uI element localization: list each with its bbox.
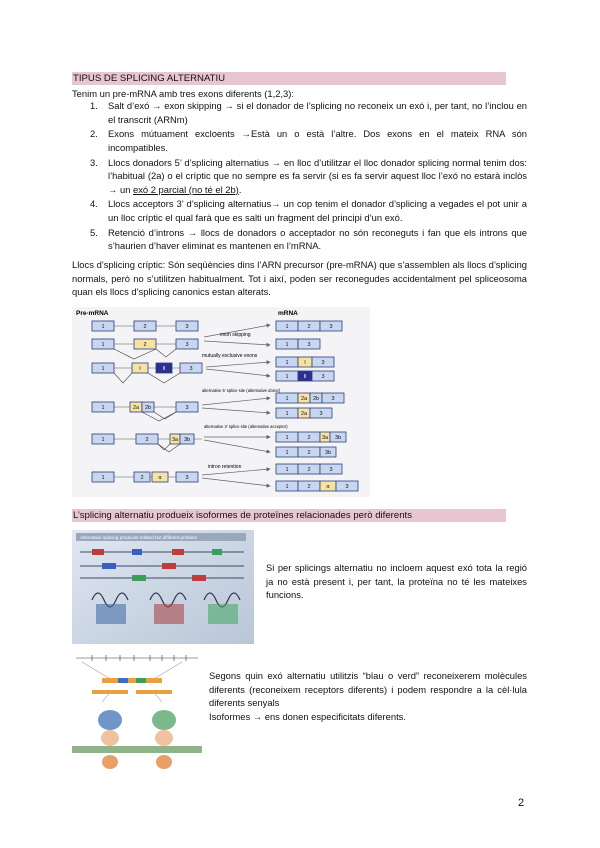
pre-mrna-label: Pre-mRNA xyxy=(76,310,109,317)
exon-label: 3 xyxy=(345,484,349,490)
exon-label: 3a xyxy=(171,437,179,443)
exon-label: 3 xyxy=(185,405,189,411)
exon-label: 2 xyxy=(140,475,144,481)
exon-label: 1 xyxy=(101,366,105,372)
exon-label: II xyxy=(162,366,166,372)
list-item xyxy=(72,197,527,224)
list-item-text: Salt d’exó → exon skipping → si el donador de l’splicing no reconeix un exó i, per tant, no l’inclou en el transcrit (ARNm) xyxy=(108,100,527,125)
exon-label: 3 xyxy=(307,342,311,348)
exon-label: 3 xyxy=(321,360,325,366)
exon-label: 2a xyxy=(132,405,140,411)
exon-label: 3 xyxy=(185,342,189,348)
exon-label: 3 xyxy=(189,366,193,372)
isoforms-figure xyxy=(72,530,254,644)
exon-label: 2 xyxy=(307,435,311,441)
list-item-text: Llocs acceptors 3’ d’splicing alternatius→ un cop tenim el donador d’splicing a vegades el pot unir a un lloc críptic el qual farà que es salti un fragment del principi d’un exó. xyxy=(108,198,527,223)
list-number: 1. xyxy=(90,100,98,111)
exon-label: 3 xyxy=(319,411,323,417)
section-title-isoforms: L’splicing alternatiu produeix isoformes de proteïnes relacionades però diferents xyxy=(72,509,506,522)
intro-text: Tenim un pre-mRNA amb tres exons diferents (1,2,3): xyxy=(72,88,294,99)
exon-label: 3 xyxy=(185,324,189,330)
exon-label: 2b xyxy=(144,405,152,411)
exon-label: 2a xyxy=(300,396,308,402)
list-item xyxy=(72,99,527,126)
receptor-isoforms-figure xyxy=(72,650,202,775)
list-item-text: Llocs donadors 5’ d’splicing alternatius → en lloc d’utilitzar el lloc donador splicing normal tenim dos: l’habitual (2a) o el críptic que no sempre es fa servir (si es fa servir aquest lloc l’exó no estarà inclòs → un xyxy=(108,156,527,195)
exon-label: 3b xyxy=(334,435,342,441)
exon-label: 1 xyxy=(285,342,289,348)
exon-label: 1 xyxy=(101,324,105,330)
exon-label: 2 xyxy=(145,437,149,443)
splicing-types-figure xyxy=(72,307,370,497)
exon-label: 3 xyxy=(329,324,333,330)
exon-label: 2a xyxy=(300,411,308,417)
exon-label: 3b xyxy=(324,450,332,456)
exon-label: 1 xyxy=(101,475,105,481)
underlined-term: exó 2 parcial (no té el 2b) xyxy=(133,183,239,195)
exon-label: α xyxy=(326,484,330,490)
isoforms-paragraph: Si per splicings alternatiu no incloem aquest exó tota la regió ja no està present i, per tant, la proteïna no té les mateixes funcions. xyxy=(266,562,527,601)
list-number: 5. xyxy=(90,226,98,238)
list-item xyxy=(72,226,527,253)
type-label: mutually exclusive exons xyxy=(202,353,258,359)
exon-label: 2 xyxy=(307,467,311,473)
exon-label: 1 xyxy=(285,324,289,330)
exon-label: 1 xyxy=(101,437,105,443)
exon-label: 3b xyxy=(183,437,191,443)
list-item-tail: . xyxy=(238,183,242,195)
exon-label: 2 xyxy=(143,342,147,348)
list-number: 3. xyxy=(90,156,98,168)
exon-label: 2 xyxy=(307,484,311,490)
list-item xyxy=(72,156,527,197)
splicing-types-list xyxy=(72,99,527,254)
type-label: intron retention xyxy=(208,464,242,470)
exon-label: 1 xyxy=(285,411,289,417)
exon-label: 3 xyxy=(329,467,333,473)
list-item-text: Exons mútuament excloents →Està un o està l’altre. Dos exons en el mateix RNA són incompatibles. xyxy=(108,128,527,153)
exon-label: 1 xyxy=(101,342,105,348)
exon-label: 3 xyxy=(185,475,189,481)
exon-label: I xyxy=(139,366,141,372)
exon-label: 2 xyxy=(307,324,311,330)
type-label: alternative 3’ splice site (alternative acceptor) xyxy=(204,424,288,429)
exon-label: 1 xyxy=(101,405,105,411)
receptors-paragraph: Segons quin exó alternatiu utilitzis “blau o verd” reconeixerem molècules diferents (reconeixem receptors diferents) i podem respondre a la cèl·lula diferents senyals xyxy=(209,670,527,709)
exon-label: 1 xyxy=(285,450,289,456)
exon-label: 1 xyxy=(285,374,289,380)
receptors-paragraph-block xyxy=(209,669,527,724)
exon-label: 2 xyxy=(143,324,147,330)
list-item-text: Retenció d’introns → llocs de donadors o acceptador no són reconeguts i fan que els introns que s’haurien d’haver eliminat es mantenen en l’mRNA. xyxy=(108,226,527,252)
section-title-splicing-types: TIPUS DE SPLICING ALTERNATIU xyxy=(72,72,506,85)
list-item xyxy=(72,127,527,154)
isoforms-note: Isoformes → ens donen especificitats diferents. xyxy=(209,710,406,722)
exon-label: 1 xyxy=(285,396,289,402)
cryptic-splice-paragraph: Llocs d’splicing críptic: Són seqüències dins l’ARN precursor (pre-mRNA) que s’assemblen als llocs d’splicing normals, però no s’utilitzen habitualment. Tot i així, poden ser reconegudes accidentalment pel spliceosoma quan els llocs d’splicing canonics estan alterats. xyxy=(72,259,527,298)
exon-label: 3 xyxy=(321,374,325,380)
exon-label: 1 xyxy=(285,467,289,473)
exon-label: 1 xyxy=(285,484,289,490)
list-number: 2. xyxy=(90,128,98,140)
exon-label: II xyxy=(303,374,307,380)
mrna-label: mRNA xyxy=(278,310,298,317)
list-number: 4. xyxy=(90,198,98,210)
type-label: alternative 5’ splice site (alternative donor) xyxy=(202,388,281,393)
type-label: exon skipping xyxy=(220,332,251,338)
exon-label: 3a xyxy=(321,435,329,441)
page-number: 2 xyxy=(518,797,525,809)
figure-caption: Alternative splicing produces related but different proteins xyxy=(80,535,197,540)
exon-label: 2b xyxy=(312,396,320,402)
exon-label: α xyxy=(158,475,162,481)
exon-label: I xyxy=(304,360,306,366)
exon-label: 3 xyxy=(331,396,335,402)
exon-label: 2 xyxy=(307,450,311,456)
exon-label: 1 xyxy=(285,360,289,366)
exon-label: 1 xyxy=(285,435,289,441)
